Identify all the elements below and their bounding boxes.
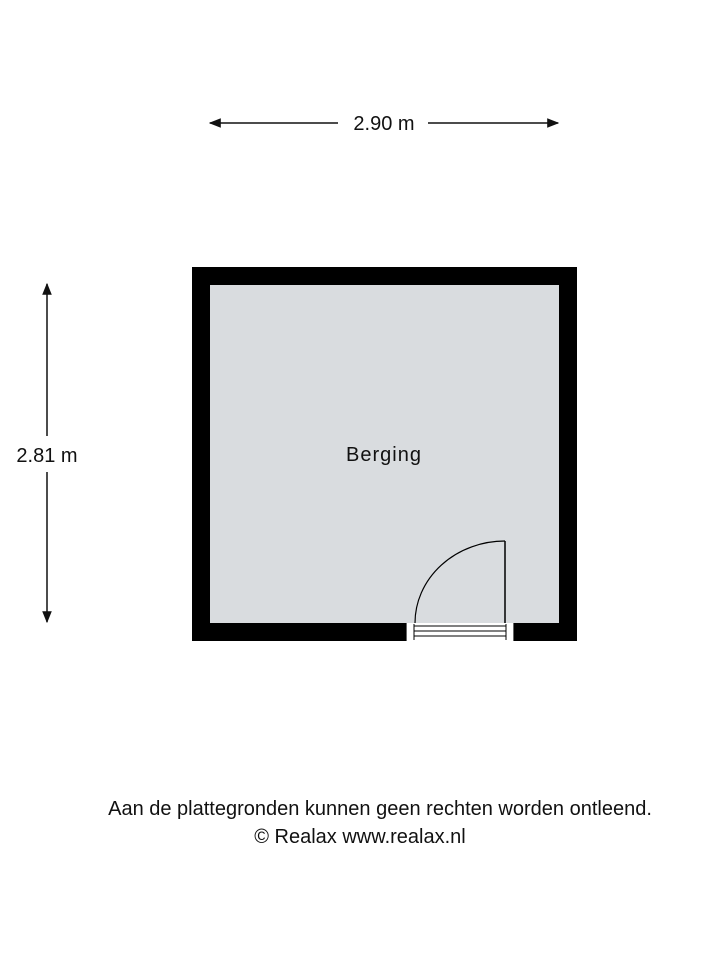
wall-bottom-right — [514, 623, 577, 641]
room-label: Berging — [346, 444, 422, 466]
wall-top — [192, 267, 577, 285]
width-label: 2.90 m — [353, 113, 415, 135]
wall-right — [559, 267, 577, 641]
disclaimer-text: Aan de plattegronden kunnen geen rechten worden ontleend. — [108, 798, 652, 820]
room-berging — [192, 267, 577, 641]
copyright-text: © Realax www.realax.nl — [254, 826, 466, 848]
height-dimension — [16, 284, 77, 622]
height-label: 2.81 m — [16, 445, 78, 467]
width-dimension — [210, 113, 558, 135]
wall-left — [192, 267, 210, 641]
wall-bottom-left — [192, 623, 406, 641]
